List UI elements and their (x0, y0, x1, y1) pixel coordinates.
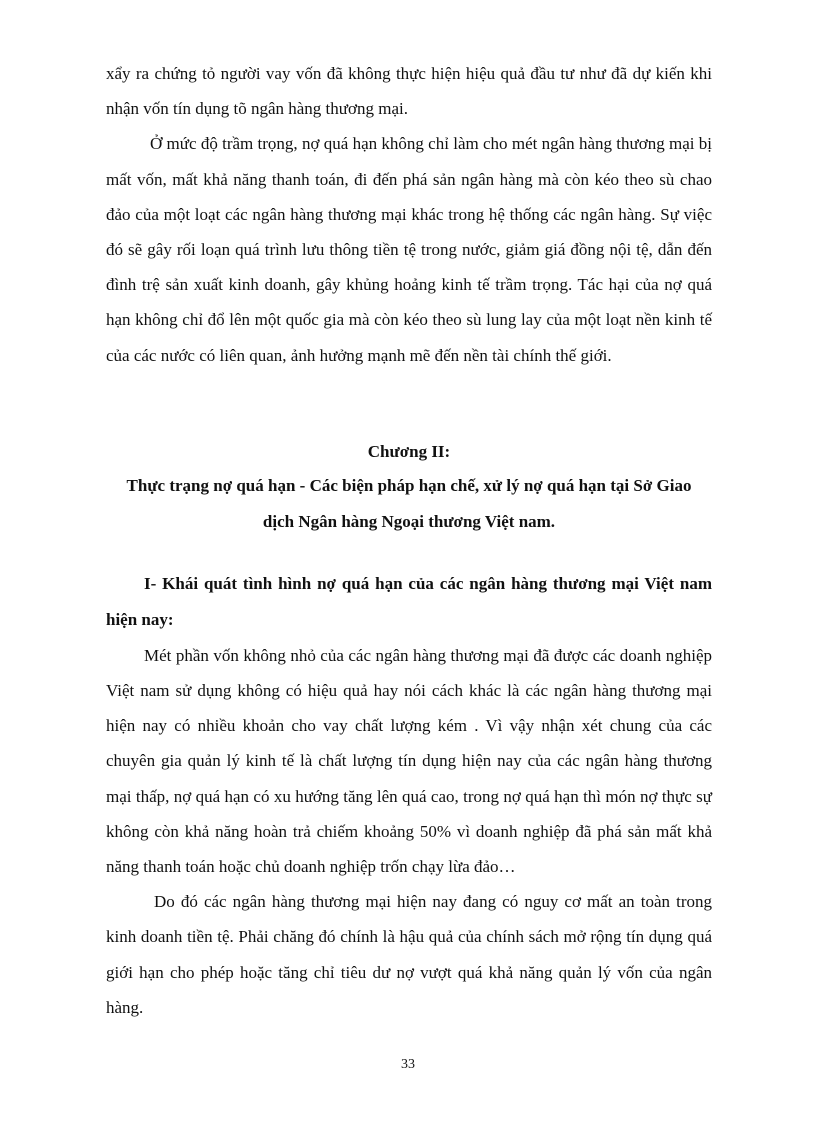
paragraph-risk: Do đó các ngân hàng thương mại hiện nay đang có nguy cơ mất an toàn trong kinh doanh tiền tệ. Phải chăng đó chính là hậu quả của chính sách mở rộng tín dụng quá giới hạn cho phép hoặc tăng chỉ tiêu dư nợ vượt quá khả năng quản lý vốn của ngân hàng. (106, 892, 712, 1017)
chapter-title: Chương II: (367, 441, 451, 461)
paragraph-consequences: Ở mức độ trầm trọng, nợ quá hạn không chỉ làm cho mét ngân hàng thương mại bị mất vốn, mất khả năng thanh toán, đi đến phá sản ngân hàng mà còn kéo theo sù chao đảo của một loạt các ngân hàng thương mại khác trong hệ thống các ngân hàng. Sự việc đó sẽ gây rối loạn quá trình lưu thông tiền tệ trong nước, giảm giá đồng nội tệ, dẫn đến đình trệ sản xuất kinh doanh, gây khủng hoảng kinh tế trầm trọng. Tác hại của nợ quá hạn không chỉ đổ lên một quốc gia mà còn kéo theo sù lung lay của một loạt nền kinh tế của các nước có liên quan, ảnh hưởng mạnh mẽ đến nền tài chính thế giới. (106, 134, 712, 365)
paragraph-continuation: xẩy ra chứng tỏ người vay vốn đã không thực hiện hiệu quả đầu tư như đã dự kiến khi nhận vốn tín dụng tõ ngân hàng thương mại. (106, 64, 712, 119)
paragraph-overview: Mét phần vốn không nhỏ của các ngân hàng thương mại đã được các doanh nghiệp Việt nam sử dụng không có hiệu quả hay nói cách khác là các ngân hàng thương mại hiện nay có nhiều khoản cho vay chất lượng kém . Vì vậy nhận xét chung của các chuyên gia quản lý kinh tế là chất lượng tín dụng hiện nay của các ngân hàng thương mại thấp, nợ quá hạn có xu hướng tăng lên quá cao, trong nợ quá hạn thì món nợ thực sự không còn khả năng hoàn trả chiếm khoảng 50% vì doanh nghiệp đã phá sản mất khả năng thanh toán hoặc chủ doanh nghiệp trốn chạy lừa đảo… (106, 645, 712, 877)
document-page (106, 56, 712, 1025)
spacer (106, 373, 712, 435)
page-number: 33 (401, 1057, 415, 1072)
section-heading: I- Khái quát tình hình nợ quá hạn của các ngân hàng thương mại Việt nam hiện nay: (106, 573, 712, 629)
chapter-subtitle: Thực trạng nợ quá hạn - Các biện pháp hạn chế, xử lý nợ quá hạn tại Sở Giao dịch Ngân hàng Ngoại thương Việt nam. (126, 475, 692, 531)
